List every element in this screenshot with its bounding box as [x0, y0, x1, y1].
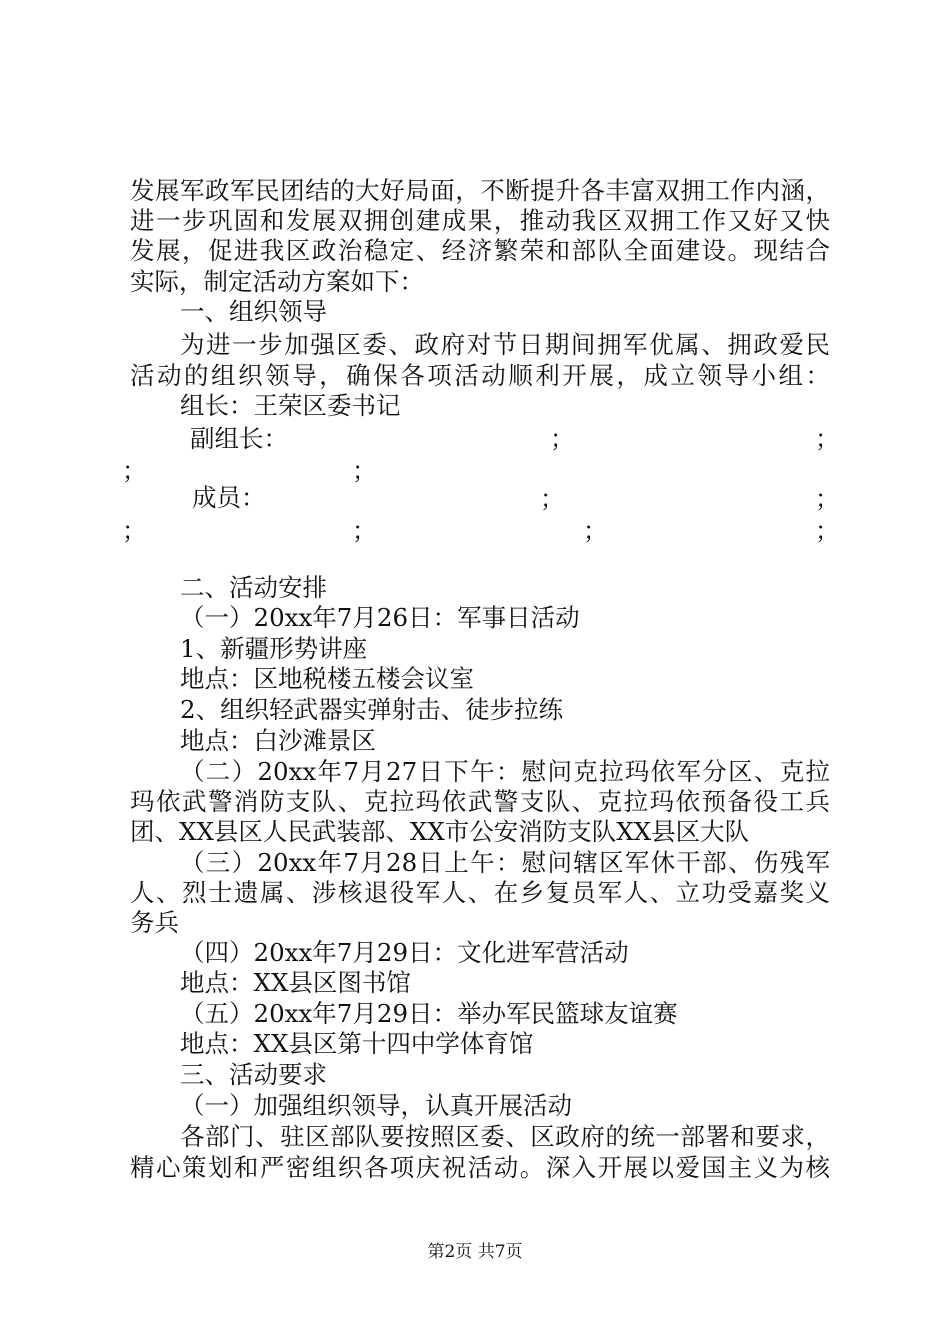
paragraph-line: （四）20xx年7月29日：文化进军营活动 [180, 938, 629, 967]
paragraph-line: 团、XX县区人民武装部、XX市公安消防支队XX县区大队 [130, 817, 750, 846]
paragraph-line: 2、组织轻武器实弹射击、徒步拉练 [180, 695, 564, 724]
paragraph-line: 人、烈士遗属、涉核退役军人、在乡复员军人、立功受嘉奖义 [130, 878, 830, 907]
separator: ； [540, 484, 565, 513]
deputy-leader-label: 副组长： [190, 424, 288, 453]
section-heading: 三、活动要求 [180, 1060, 327, 1089]
paragraph-line: 为进一步加强区委、政府对节日期间拥军优属、拥政爱民 [180, 330, 830, 359]
paragraph-line: 活动的组织领导，确保各项活动顺利开展，成立领导小组： [130, 361, 830, 390]
separator: ； [122, 456, 147, 485]
separator: ； [583, 516, 608, 545]
members-label: 成员： [192, 483, 266, 512]
paragraph-line: （三）20xx年7月28日上午：慰问辖区军休干部、伤残军 [180, 848, 830, 877]
separator: ； [815, 484, 840, 513]
paragraph-line: 发展军政军民团结的大好局面，不断提升各丰富双拥工作内涵， [130, 176, 830, 205]
paragraph-line: 进一步巩固和发展双拥创建成果，推动我区双拥工作又好又快 [130, 206, 830, 235]
section-heading: 一、组织领导 [180, 297, 327, 326]
paragraph-line: 地点：白沙滩景区 [180, 726, 376, 755]
paragraph-line: （一）加强组织领导，认真开展活动 [180, 1091, 572, 1120]
paragraph-line: 地点：区地税楼五楼会议室 [180, 664, 474, 693]
paragraph-line: 务兵 [130, 908, 179, 937]
separator: ； [550, 424, 575, 453]
page-number-footer: 第2页 共7页 [427, 1242, 523, 1262]
leader-line: 组长：王荣区委书记 [180, 391, 401, 420]
paragraph-line: 实际，制定活动方案如下： [130, 267, 424, 296]
paragraph-line: （五）20xx年7月29日：举办军民篮球友谊赛 [180, 999, 678, 1028]
separator: ； [352, 516, 377, 545]
paragraph-line: 地点：XX县区图书馆 [180, 968, 411, 997]
paragraph-line: 精心策划和严密组织各项庆祝活动。深入开展以爱国主义为核 [130, 1153, 830, 1182]
paragraph-line: 发展，促进我区政治稳定、经济繁荣和部队全面建设。现结合 [130, 236, 830, 265]
separator: ； [815, 424, 840, 453]
paragraph-line: 玛依武警消防支队、克拉玛依武警支队、克拉玛依预备役工兵 [130, 787, 830, 816]
separator: ； [815, 516, 840, 545]
paragraph-line: 1、新疆形势讲座 [180, 634, 368, 663]
section-heading: 二、活动安排 [180, 573, 327, 602]
paragraph-line: （一）20xx年7月26日：军事日活动 [180, 603, 580, 632]
paragraph-line: 地点：XX县区第十四中学体育馆 [180, 1029, 534, 1058]
separator: ； [122, 516, 147, 545]
paragraph-line: （二）20xx年7月27日下午：慰问克拉玛依军分区、克拉 [180, 757, 830, 786]
paragraph-line: 各部门、驻区部队要按照区委、区政府的统一部署和要求， [180, 1122, 830, 1151]
separator: ； [352, 456, 377, 485]
